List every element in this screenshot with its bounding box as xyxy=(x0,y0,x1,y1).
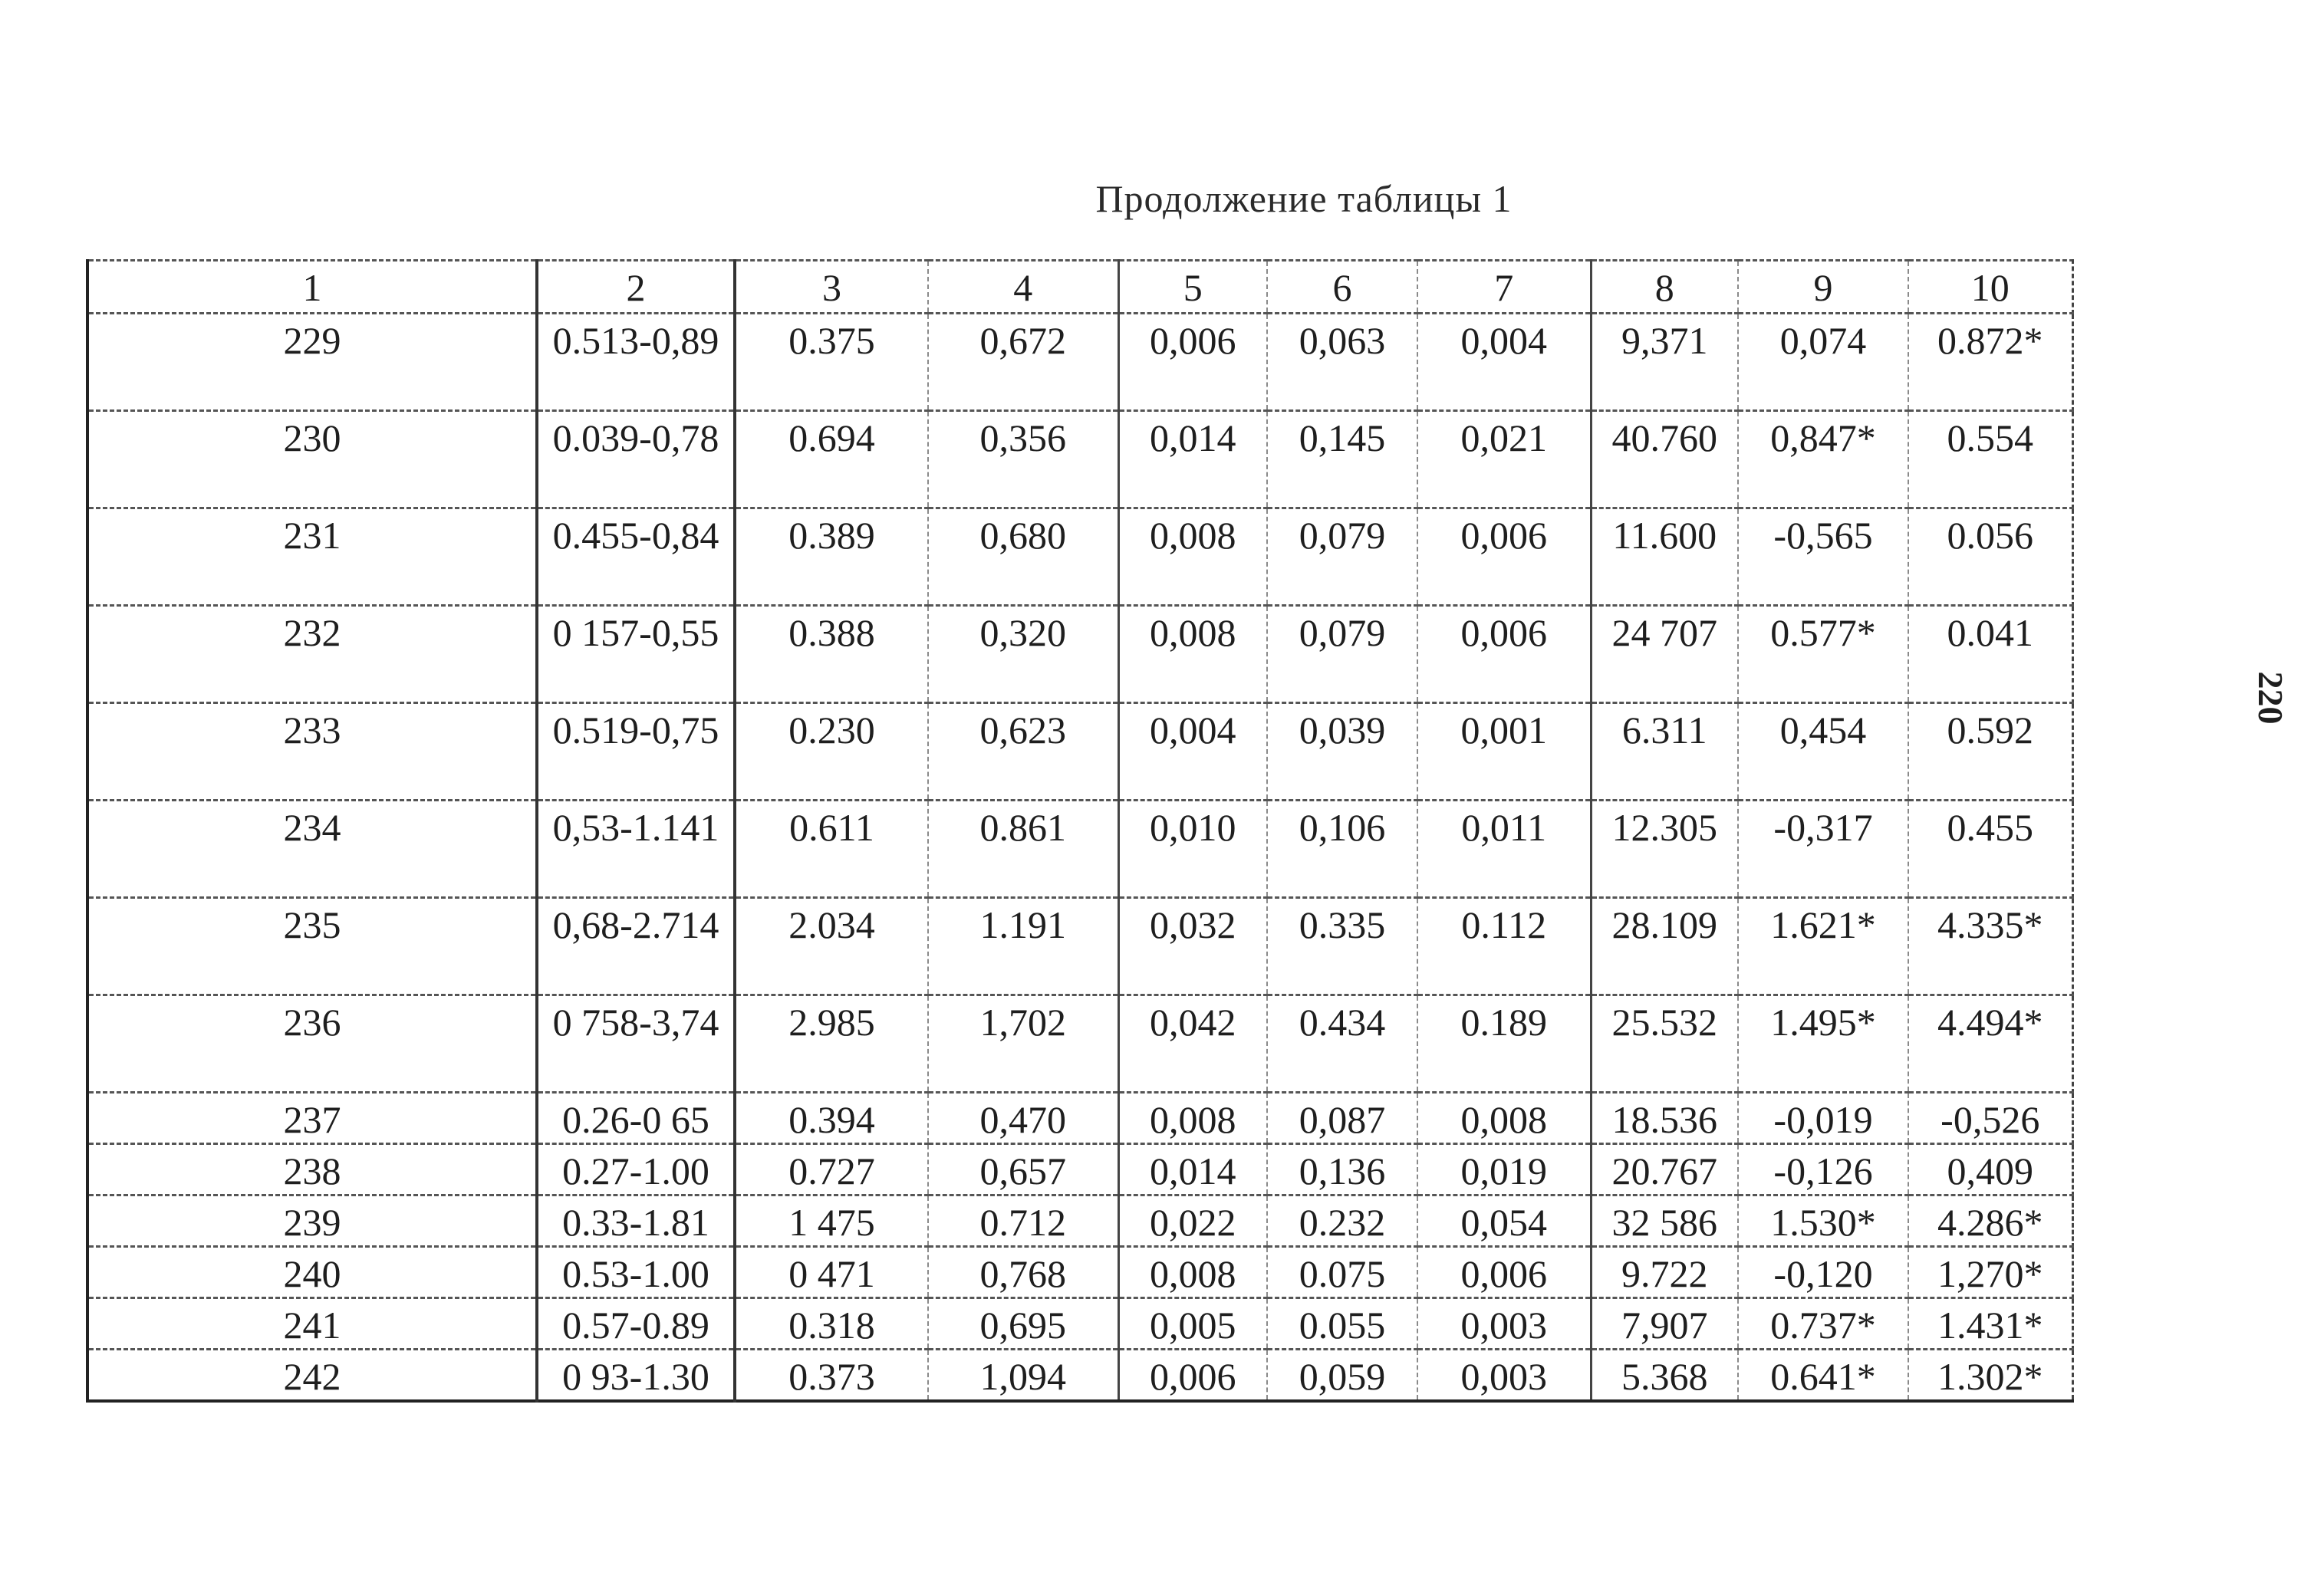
table-cell: 0,680 xyxy=(928,508,1118,606)
table-cell: 0.577* xyxy=(1738,606,1908,703)
table-cell: 0.039-0,78 xyxy=(537,411,735,508)
table-cell: 0,003 xyxy=(1417,1298,1591,1350)
table-row xyxy=(87,314,2072,411)
table-cell: 0.373 xyxy=(735,1350,928,1402)
table-cell: 0,008 xyxy=(1118,1247,1267,1298)
table-cell: 1.431* xyxy=(1908,1298,2072,1350)
table-cell: -0,565 xyxy=(1738,508,1908,606)
table-cell: 0.318 xyxy=(735,1298,928,1350)
table-cell: 18.536 xyxy=(1591,1093,1738,1144)
table-cell: 0,768 xyxy=(928,1247,1118,1298)
table-cell: 235 xyxy=(87,898,537,995)
table-cell: 0,039 xyxy=(1267,703,1417,801)
table-cell: 0.189 xyxy=(1417,995,1591,1093)
table-cell: 0.055 xyxy=(1267,1298,1417,1350)
table-cell: 2.985 xyxy=(735,995,928,1093)
table-cell: 0,008 xyxy=(1118,606,1267,703)
table-cell: 0.394 xyxy=(735,1093,928,1144)
table-cell: 12.305 xyxy=(1591,801,1738,898)
table-cell: 0,001 xyxy=(1417,703,1591,801)
table-cell: 0,079 xyxy=(1267,508,1417,606)
table-cell: 9,371 xyxy=(1591,314,1738,411)
table-cell: 0,003 xyxy=(1417,1350,1591,1402)
table-cell: 0.737* xyxy=(1738,1298,1908,1350)
table-cell: 4.335* xyxy=(1908,898,2072,995)
table-cell: 0.513-0,89 xyxy=(537,314,735,411)
table-row xyxy=(87,1350,2072,1402)
data-table xyxy=(86,259,2074,1403)
table-cell: 0.727 xyxy=(735,1144,928,1195)
table-row xyxy=(87,801,2072,898)
table-cell: -0,526 xyxy=(1908,1093,2072,1144)
table-cell: 0.041 xyxy=(1908,606,2072,703)
table-cell: 0.455-0,84 xyxy=(537,508,735,606)
table-row xyxy=(87,995,2072,1093)
table-cell: 0,672 xyxy=(928,314,1118,411)
table-cell: 0.112 xyxy=(1417,898,1591,995)
table-row xyxy=(87,703,2072,801)
table-row xyxy=(87,1247,2072,1298)
table-cell: 240 xyxy=(87,1247,537,1298)
table-cell: 11.600 xyxy=(1591,508,1738,606)
table-cell: 0.861 xyxy=(928,801,1118,898)
column-header: 4 xyxy=(928,261,1118,314)
column-header: 1 xyxy=(87,261,537,314)
table-cell: 0.872* xyxy=(1908,314,2072,411)
table-cell: 1,094 xyxy=(928,1350,1118,1402)
column-header: 3 xyxy=(735,261,928,314)
table-cell: 0,006 xyxy=(1118,314,1267,411)
table-caption: Продолжение таблицы 1 xyxy=(1095,177,1513,220)
table-cell: 0,005 xyxy=(1118,1298,1267,1350)
table-cell: 0.27-1.00 xyxy=(537,1144,735,1195)
table-cell: 0,106 xyxy=(1267,801,1417,898)
table-cell: 1.530* xyxy=(1738,1195,1908,1247)
table-cell: 1.495* xyxy=(1738,995,1908,1093)
table-cell: 0,68-2.714 xyxy=(537,898,735,995)
table-cell: 0,320 xyxy=(928,606,1118,703)
table-cell: 25.532 xyxy=(1591,995,1738,1093)
table-cell: -0,126 xyxy=(1738,1144,1908,1195)
table-cell: 230 xyxy=(87,411,537,508)
table-row xyxy=(87,606,2072,703)
column-header: 9 xyxy=(1738,261,1908,314)
table-cell: 0.232 xyxy=(1267,1195,1417,1247)
table-cell: 0 157-0,55 xyxy=(537,606,735,703)
table-cell: 5.368 xyxy=(1591,1350,1738,1402)
table-cell: 238 xyxy=(87,1144,537,1195)
table-cell: 0.694 xyxy=(735,411,928,508)
table-cell: 0,657 xyxy=(928,1144,1118,1195)
table-cell: 0,136 xyxy=(1267,1144,1417,1195)
table-cell: 0,054 xyxy=(1417,1195,1591,1247)
column-header: 8 xyxy=(1591,261,1738,314)
table-cell: 0,008 xyxy=(1118,508,1267,606)
table-row xyxy=(87,411,2072,508)
table-cell: 0.389 xyxy=(735,508,928,606)
table-row xyxy=(87,1093,2072,1144)
table-cell: 0,019 xyxy=(1417,1144,1591,1195)
table-cell: 229 xyxy=(87,314,537,411)
table-cell: 6.311 xyxy=(1591,703,1738,801)
table-cell: -0,317 xyxy=(1738,801,1908,898)
table-cell: 0,53-1.141 xyxy=(537,801,735,898)
table-cell: 0 758-3,74 xyxy=(537,995,735,1093)
table-cell: 0,695 xyxy=(928,1298,1118,1350)
column-header: 2 xyxy=(537,261,735,314)
table-cell: 0,847* xyxy=(1738,411,1908,508)
table-cell: 0,008 xyxy=(1118,1093,1267,1144)
table-row xyxy=(87,1144,2072,1195)
table-cell: 0,006 xyxy=(1417,508,1591,606)
column-header: 6 xyxy=(1267,261,1417,314)
table-cell: 0.056 xyxy=(1908,508,2072,606)
table-cell: 7,907 xyxy=(1591,1298,1738,1350)
table-cell: 0,032 xyxy=(1118,898,1267,995)
table-cell: 0,063 xyxy=(1267,314,1417,411)
header-row xyxy=(87,261,2072,314)
table-cell: 0,059 xyxy=(1267,1350,1417,1402)
column-header: 10 xyxy=(1908,261,2072,314)
table-cell: 0,014 xyxy=(1118,1144,1267,1195)
table-cell: 0.075 xyxy=(1267,1247,1417,1298)
table-cell: 1.621* xyxy=(1738,898,1908,995)
table-cell: 0.611 xyxy=(735,801,928,898)
table-cell: 0.335 xyxy=(1267,898,1417,995)
table-cell: 0.519-0,75 xyxy=(537,703,735,801)
table-row xyxy=(87,898,2072,995)
table-cell: 40.760 xyxy=(1591,411,1738,508)
table-cell: 24 707 xyxy=(1591,606,1738,703)
table-cell: 32 586 xyxy=(1591,1195,1738,1247)
table-cell: 0.554 xyxy=(1908,411,2072,508)
table-cell: 0,079 xyxy=(1267,606,1417,703)
table-cell: 0,004 xyxy=(1118,703,1267,801)
table-cell: 234 xyxy=(87,801,537,898)
table-cell: 0.712 xyxy=(928,1195,1118,1247)
table-cell: 0.375 xyxy=(735,314,928,411)
table-cell: 232 xyxy=(87,606,537,703)
table-cell: 0,454 xyxy=(1738,703,1908,801)
table-cell: 4.286* xyxy=(1908,1195,2072,1247)
table-cell: 0.26-0 65 xyxy=(537,1093,735,1144)
table-cell: 1.302* xyxy=(1908,1350,2072,1402)
table-cell: 0.641* xyxy=(1738,1350,1908,1402)
table-cell: 2.034 xyxy=(735,898,928,995)
table-cell: -0,019 xyxy=(1738,1093,1908,1144)
table-cell: 28.109 xyxy=(1591,898,1738,995)
table-cell: 0,010 xyxy=(1118,801,1267,898)
table-cell: 0,145 xyxy=(1267,411,1417,508)
table-cell: 241 xyxy=(87,1298,537,1350)
table-cell: 1,270* xyxy=(1908,1247,2072,1298)
table-cell: 20.767 xyxy=(1591,1144,1738,1195)
table-cell: 237 xyxy=(87,1093,537,1144)
table-cell: 0.592 xyxy=(1908,703,2072,801)
table-cell: 0,006 xyxy=(1118,1350,1267,1402)
table-row xyxy=(87,1298,2072,1350)
table-cell: 0,087 xyxy=(1267,1093,1417,1144)
table-cell: 0,006 xyxy=(1417,1247,1591,1298)
table-cell: 0.230 xyxy=(735,703,928,801)
table-cell: 1.191 xyxy=(928,898,1118,995)
table-cell: 0 93-1.30 xyxy=(537,1350,735,1402)
table-cell: 0,623 xyxy=(928,703,1118,801)
table-cell: 0,011 xyxy=(1417,801,1591,898)
table-cell: 0,006 xyxy=(1417,606,1591,703)
table-row xyxy=(87,1195,2072,1247)
table-cell: 0.388 xyxy=(735,606,928,703)
column-header: 5 xyxy=(1118,261,1267,314)
table-cell: 0,008 xyxy=(1417,1093,1591,1144)
table-cell: 0,022 xyxy=(1118,1195,1267,1247)
table-cell: 0.33-1.81 xyxy=(537,1195,735,1247)
table-cell: 0,042 xyxy=(1118,995,1267,1093)
table-cell: 242 xyxy=(87,1350,537,1402)
table-cell: 0.455 xyxy=(1908,801,2072,898)
table-cell: 1 475 xyxy=(735,1195,928,1247)
table-cell: 0,014 xyxy=(1118,411,1267,508)
table-cell: 0,004 xyxy=(1417,314,1591,411)
table-cell: 0,470 xyxy=(928,1093,1118,1144)
table-cell: -0,120 xyxy=(1738,1247,1908,1298)
table-cell: 0,021 xyxy=(1417,411,1591,508)
table-cell: 0.53-1.00 xyxy=(537,1247,735,1298)
table-cell: 233 xyxy=(87,703,537,801)
table-cell: 9.722 xyxy=(1591,1247,1738,1298)
column-header: 7 xyxy=(1417,261,1591,314)
table-cell: 1,702 xyxy=(928,995,1118,1093)
table-cell: 0,356 xyxy=(928,411,1118,508)
table-cell: 0.57-0.89 xyxy=(537,1298,735,1350)
table-cell: 0,074 xyxy=(1738,314,1908,411)
table-cell: 236 xyxy=(87,995,537,1093)
table-cell: 0 471 xyxy=(735,1247,928,1298)
table-cell: 0.434 xyxy=(1267,995,1417,1093)
table-cell: 0,409 xyxy=(1908,1144,2072,1195)
page-number: 220 xyxy=(2251,671,2290,725)
table-cell: 4.494* xyxy=(1908,995,2072,1093)
table-row xyxy=(87,508,2072,606)
table-cell: 239 xyxy=(87,1195,537,1247)
table-cell: 231 xyxy=(87,508,537,606)
